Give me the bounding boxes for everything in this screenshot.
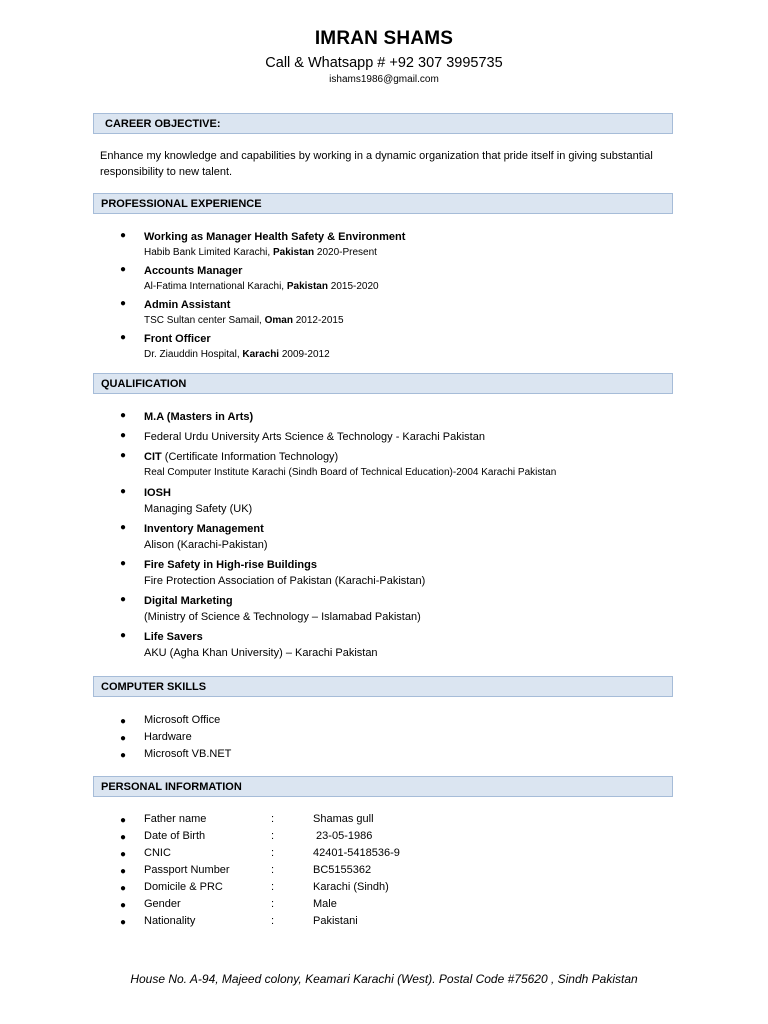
- bullet-icon: ●: [120, 230, 127, 241]
- qualification-item: [100, 557, 556, 589]
- experience-item: [100, 263, 405, 295]
- candidate-name: IMRAN SHAMS: [314, 28, 454, 49]
- qualification-title: IOSH: [144, 487, 171, 499]
- info-separator: :: [271, 898, 275, 910]
- info-separator: :: [271, 847, 275, 859]
- job-details: Al-Fatima International Karachi, Pakistan 2015-2020: [144, 281, 379, 292]
- qualification-title: Digital Marketing: [144, 595, 233, 607]
- skill-item: [100, 746, 231, 763]
- job-title: Admin Assistant: [144, 299, 231, 311]
- bullet-icon: ●: [120, 815, 127, 826]
- experience-item: [100, 297, 405, 329]
- qualification-item: [100, 409, 556, 425]
- bullet-icon: ●: [120, 849, 127, 860]
- bullet-icon: ●: [120, 594, 127, 605]
- info-label: Domicile & PRC: [144, 881, 223, 893]
- qualification-detail: Managing Safety (UK): [144, 503, 253, 515]
- personal-info-row: [100, 811, 400, 828]
- skill-item: [100, 712, 231, 729]
- personal-info-row: [100, 896, 400, 913]
- info-label: Date of Birth: [144, 830, 206, 842]
- job-details: TSC Sultan center Samail, Oman 2012-2015: [144, 315, 344, 326]
- personal-info-row: [100, 845, 400, 862]
- qualification-title: Inventory Management: [144, 523, 264, 535]
- bullet-icon: ●: [120, 558, 127, 569]
- qualification-item: [100, 449, 556, 481]
- qualification-item: [100, 521, 556, 553]
- bullet-icon: ●: [120, 900, 127, 911]
- career-objective-text: Enhance my knowledge and capabilities by working in a dynamic organization that pride itself in giving substantial responsibility to new talent.: [100, 150, 653, 178]
- bullet-icon: ●: [120, 522, 127, 533]
- bullet-icon: ●: [120, 750, 127, 761]
- job-details: Dr. Ziauddin Hospital, Karachi 2009-2012: [144, 349, 330, 360]
- info-value: Male: [313, 898, 337, 910]
- info-label: Father name: [144, 813, 207, 825]
- info-separator: :: [271, 915, 275, 927]
- skill-label: Microsoft Office: [144, 714, 221, 726]
- personal-info-list: [100, 811, 400, 930]
- qualification-detail: Real Computer Institute Karachi (Sindh Board of Technical Education)-2004 Karachi Pakistan: [144, 467, 557, 478]
- personal-info-row: [100, 879, 400, 896]
- qualification-detail: (Ministry of Science & Technology – Islamabad Pakistan): [144, 611, 421, 623]
- info-value: 42401-5418536-9: [313, 847, 400, 859]
- qualification-title: Fire Safety in High-rise Buildings: [144, 559, 317, 571]
- bullet-icon: ●: [120, 264, 127, 275]
- resume-header: [0, 28, 768, 85]
- info-value: Shamas gull: [313, 813, 374, 825]
- qualification-title: Federal Urdu University Arts Science & Technology - Karachi Pakistan: [144, 431, 485, 443]
- qualification-detail: Alison (Karachi-Pakistan): [144, 539, 268, 551]
- qualification-detail: AKU (Agha Khan University) – Karachi Pakistan: [144, 647, 378, 659]
- bullet-icon: ●: [120, 716, 127, 727]
- bullet-icon: ●: [120, 332, 127, 343]
- bullet-icon: ●: [120, 733, 127, 744]
- qualification-item: [100, 629, 556, 661]
- info-value: Karachi (Sindh): [313, 881, 389, 893]
- experience-item: [100, 331, 405, 363]
- info-label: CNIC: [144, 847, 171, 859]
- bullet-icon: ●: [120, 298, 127, 309]
- bullet-icon: ●: [120, 866, 127, 877]
- job-title: Front Officer: [144, 333, 211, 345]
- footer-address: House No. A-94, Majeed colony, Keamari Karachi (West). Postal Code #75620 , Sindh Pakistan: [130, 972, 638, 986]
- skills-list: [100, 712, 231, 763]
- bullet-icon: ●: [120, 486, 127, 497]
- bullet-icon: ●: [120, 883, 127, 894]
- job-title: Accounts Manager: [144, 265, 243, 277]
- info-separator: :: [271, 881, 275, 893]
- info-label: Gender: [144, 898, 181, 910]
- skill-label: Microsoft VB.NET: [144, 748, 232, 760]
- section-computer-skills: COMPUTER SKILLS: [93, 676, 673, 697]
- job-title: Working as Manager Health Safety & Environment: [144, 231, 406, 243]
- qualification-detail: Fire Protection Association of Pakistan (Karachi-Pakistan): [144, 575, 426, 587]
- section-professional-experience: PROFESSIONAL EXPERIENCE: [93, 193, 673, 214]
- qualification-title: M.A (Masters in Arts): [144, 411, 254, 423]
- skill-label: Hardware: [144, 731, 192, 743]
- bullet-icon: ●: [120, 917, 127, 928]
- qualification-item: [100, 593, 556, 625]
- skill-item: [100, 729, 231, 746]
- qualification-list: [100, 409, 556, 665]
- info-value: 23-05-1986: [313, 830, 373, 842]
- phone-line: Call & Whatsapp # +92 307 3995735: [265, 55, 503, 71]
- bullet-icon: ●: [120, 450, 127, 461]
- qualification-item: [100, 485, 556, 517]
- info-separator: :: [271, 830, 275, 842]
- qualification-title: CIT (Certificate Information Technology): [144, 451, 339, 463]
- experience-list: [100, 229, 405, 365]
- personal-info-row: [100, 862, 400, 879]
- info-value: BC5155362: [313, 864, 372, 876]
- personal-info-row: [100, 828, 400, 845]
- bullet-icon: ●: [120, 430, 127, 441]
- info-separator: :: [271, 813, 275, 825]
- job-details: Habib Bank Limited Karachi, Pakistan 2020-Present: [144, 247, 377, 258]
- info-label: Passport Number: [144, 864, 230, 876]
- bullet-icon: ●: [120, 410, 127, 421]
- bullet-icon: ●: [120, 630, 127, 641]
- qualification-title: Life Savers: [144, 631, 203, 643]
- section-personal-information: PERSONAL INFORMATION: [93, 776, 673, 797]
- info-label: Nationality: [144, 915, 196, 927]
- bullet-icon: ●: [120, 832, 127, 843]
- info-separator: :: [271, 864, 275, 876]
- info-value: Pakistani: [313, 915, 358, 927]
- section-qualification: QUALIFICATION: [93, 373, 673, 394]
- qualification-item: [100, 429, 556, 445]
- personal-info-row: [100, 913, 400, 930]
- experience-item: [100, 229, 405, 261]
- email-address: ishams1986@gmail.com: [329, 74, 439, 85]
- section-career-objective: CAREER OBJECTIVE:: [93, 113, 673, 134]
